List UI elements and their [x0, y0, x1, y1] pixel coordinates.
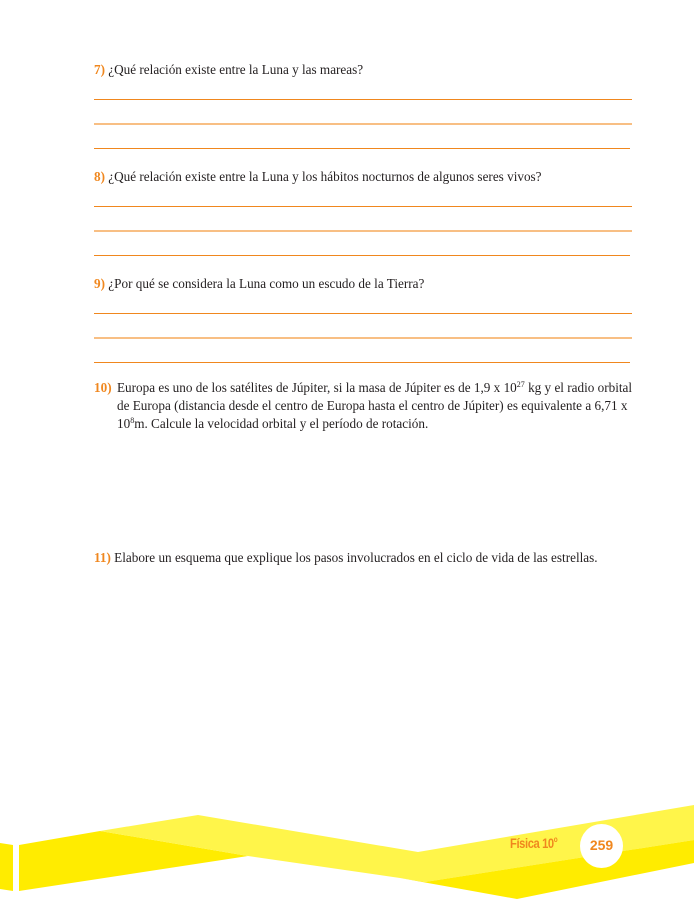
- question-10: [94, 379, 639, 433]
- question-8: [94, 168, 542, 185]
- answer-line[interactable]: [94, 99, 632, 100]
- text-segment: kg y el radio orbital: [524, 380, 633, 395]
- text-segment: Europa es uno de los satélites de Júpiter, si la masa de Júpiter es de 1,9 x 10: [117, 380, 517, 395]
- exponent: 8: [130, 416, 135, 425]
- question-number: 9): [94, 276, 105, 291]
- text-segment: m. Calcule la velocidad orbital y el período de rotación.: [134, 416, 429, 431]
- question-line: de Europa (distancia desde el centro de Europa hasta el centro de Júpiter) es equivalente a 6,71 x: [117, 398, 628, 413]
- answer-line[interactable]: [94, 148, 630, 149]
- question-line: [117, 379, 639, 397]
- answer-line[interactable]: [94, 123, 632, 125]
- page-number-badge: [580, 824, 623, 868]
- answer-line[interactable]: [94, 313, 632, 314]
- subject-label: [510, 835, 557, 851]
- answer-line[interactable]: [94, 362, 630, 363]
- exponent: 27: [516, 380, 525, 389]
- question-number: 10): [94, 380, 112, 395]
- question-7: [94, 61, 363, 78]
- question-11: [94, 549, 598, 566]
- answer-line[interactable]: [94, 255, 630, 256]
- text-segment: 10: [117, 416, 131, 431]
- answer-line[interactable]: [94, 206, 632, 207]
- question-number: 8): [94, 169, 105, 184]
- question-number: 7): [94, 62, 105, 77]
- question-text: Elabore un esquema que explique los pasos involucrados en el ciclo de vida de las estrellas.: [114, 550, 598, 565]
- answer-line[interactable]: [94, 337, 632, 339]
- question-text: [117, 379, 639, 433]
- subject-text: Física 10: [510, 835, 554, 851]
- question-9: [94, 275, 424, 292]
- answer-line[interactable]: [94, 230, 632, 232]
- question-text: ¿Qué relación existe entre la Luna y los hábitos nocturnos de algunos seres vivos?: [108, 169, 542, 184]
- question-number: 11): [94, 550, 111, 565]
- footer-band-left-strip: [0, 843, 13, 891]
- subject-superscript: o: [553, 835, 558, 844]
- question-text: ¿Por qué se considera la Luna como un escudo de la Tierra?: [108, 276, 425, 291]
- page-number: 259: [589, 837, 614, 853]
- question-line: [117, 415, 639, 433]
- question-text: ¿Qué relación existe entre la Luna y las mareas?: [108, 62, 364, 77]
